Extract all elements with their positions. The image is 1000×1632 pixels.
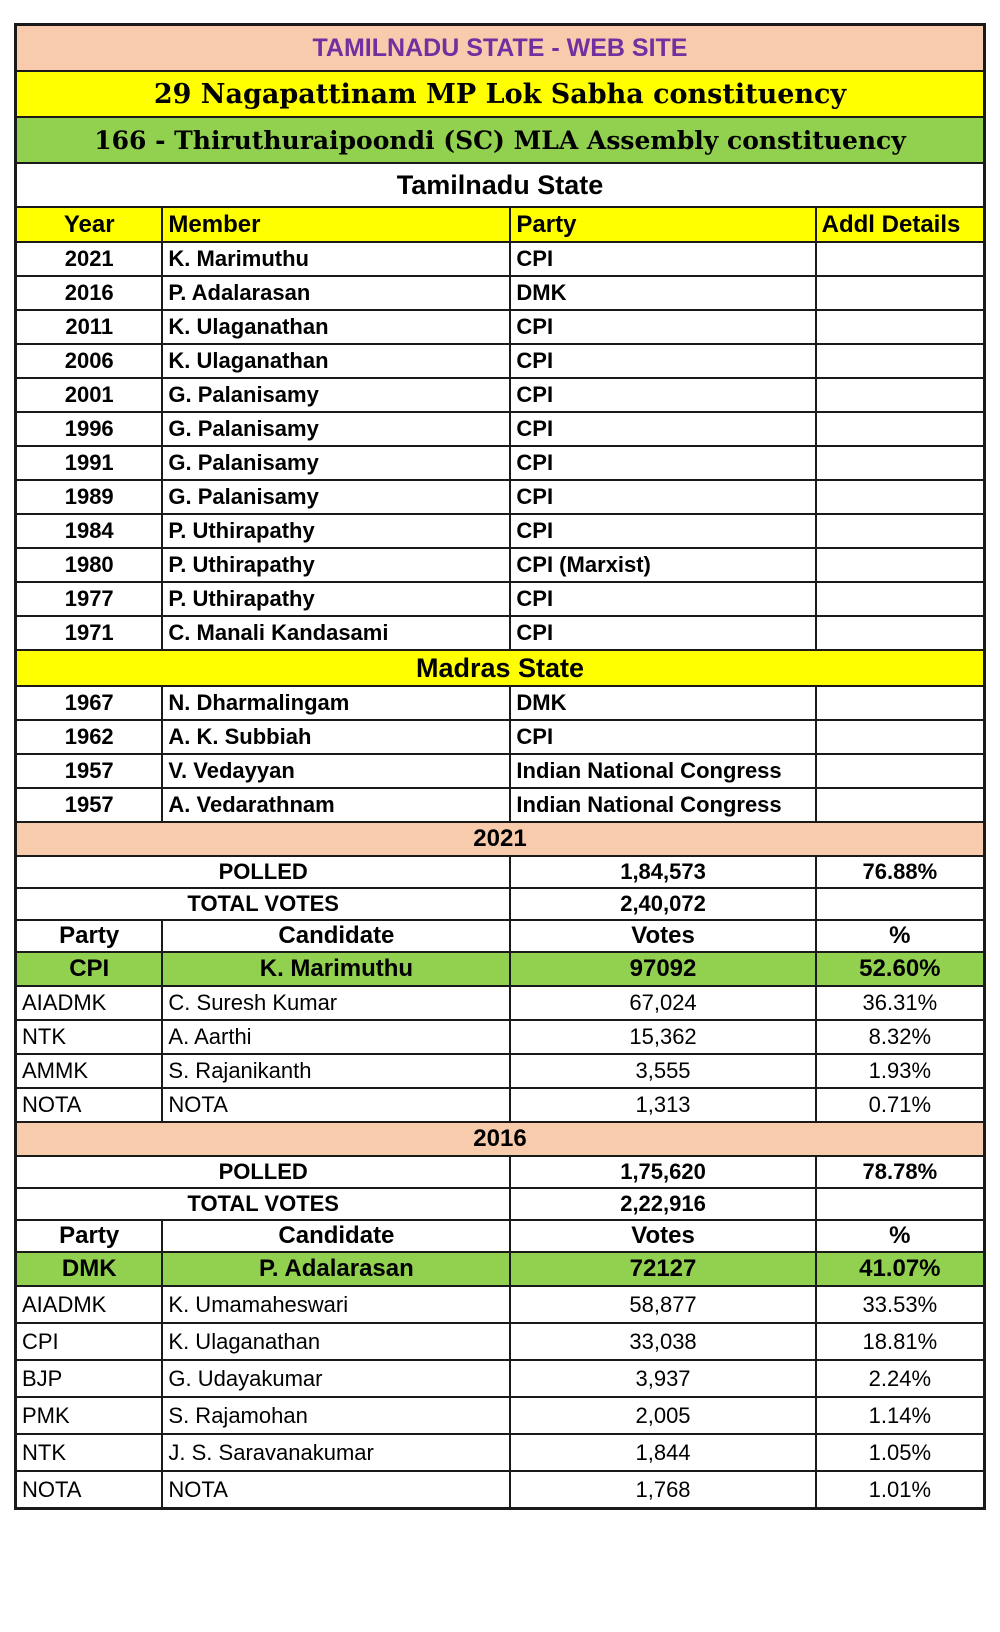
- member-row: [16, 446, 985, 480]
- member-row: [16, 720, 985, 754]
- total-votes-row: [16, 1188, 985, 1220]
- total-votes-percent: [816, 1188, 985, 1220]
- polled-value: 1,75,620: [510, 1156, 815, 1188]
- winner-percent: 52.60%: [816, 952, 985, 986]
- winner-row: [16, 1252, 985, 1286]
- candidate-percent: 2.24%: [816, 1360, 985, 1397]
- candidate-percent: 1.93%: [816, 1054, 985, 1088]
- result-year-row: [16, 822, 985, 856]
- candidate-name: J. S. Saravanakumar: [162, 1434, 510, 1471]
- total-votes-label: TOTAL VOTES: [16, 888, 511, 920]
- winner-candidate: K. Marimuthu: [162, 952, 510, 986]
- member-addl-details: [816, 242, 985, 276]
- member-year: 1977: [16, 582, 163, 616]
- candidate-row: [16, 986, 985, 1020]
- member-name: A. K. Subbiah: [162, 720, 510, 754]
- column-header-percent: %: [816, 1220, 985, 1252]
- member-party: CPI: [510, 480, 815, 514]
- member-row: [16, 616, 985, 650]
- member-name: G. Palanisamy: [162, 446, 510, 480]
- member-year: 1957: [16, 754, 163, 788]
- member-addl-details: [816, 378, 985, 412]
- member-party: CPI: [510, 616, 815, 650]
- member-row: [16, 276, 985, 310]
- candidate-votes: 15,362: [510, 1020, 815, 1054]
- member-party: CPI: [510, 582, 815, 616]
- member-name: A. Vedarathnam: [162, 788, 510, 822]
- member-year: 1996: [16, 412, 163, 446]
- member-year: 2011: [16, 310, 163, 344]
- polled-value: 1,84,573: [510, 856, 815, 888]
- member-row: [16, 788, 985, 822]
- site-title: TAMILNADU STATE - WEB SITE: [16, 25, 985, 72]
- member-addl-details: [816, 754, 985, 788]
- polled-label: POLLED: [16, 1156, 511, 1188]
- member-addl-details: [816, 480, 985, 514]
- candidate-votes: 1,768: [510, 1471, 815, 1509]
- candidate-votes: 1,844: [510, 1434, 815, 1471]
- member-addl-details: [816, 310, 985, 344]
- member-name: G. Palanisamy: [162, 480, 510, 514]
- column-header-candidate: Candidate: [162, 920, 510, 952]
- member-year: 1989: [16, 480, 163, 514]
- candidate-name: NOTA: [162, 1088, 510, 1122]
- member-name: P. Uthirapathy: [162, 514, 510, 548]
- mp-constituency-title: 29 Nagapattinam MP Lok Sabha constituency: [16, 71, 985, 117]
- member-party: CPI: [510, 720, 815, 754]
- candidate-party: AIADMK: [16, 1286, 163, 1323]
- total-votes-value: 2,40,072: [510, 888, 815, 920]
- member-year: 1971: [16, 616, 163, 650]
- candidate-percent: 1.14%: [816, 1397, 985, 1434]
- member-party: DMK: [510, 276, 815, 310]
- member-party: CPI: [510, 446, 815, 480]
- candidate-votes: 67,024: [510, 986, 815, 1020]
- column-header-candidate: Candidate: [162, 1220, 510, 1252]
- member-name: G. Palanisamy: [162, 378, 510, 412]
- winner-row: [16, 952, 985, 986]
- polled-percent: 78.78%: [816, 1156, 985, 1188]
- polled-row: [16, 856, 985, 888]
- total-votes-row: [16, 888, 985, 920]
- candidate-percent: 8.32%: [816, 1020, 985, 1054]
- candidate-row: [16, 1020, 985, 1054]
- member-party: CPI: [510, 378, 815, 412]
- member-name: G. Palanisamy: [162, 412, 510, 446]
- candidate-party: CPI: [16, 1323, 163, 1360]
- result-year-heading: 2016: [16, 1122, 985, 1156]
- member-name: V. Vedayyan: [162, 754, 510, 788]
- member-year: 2001: [16, 378, 163, 412]
- result-year-row: [16, 1122, 985, 1156]
- candidate-row: [16, 1323, 985, 1360]
- member-name: P. Adalarasan: [162, 276, 510, 310]
- member-year: 2016: [16, 276, 163, 310]
- member-addl-details: [816, 582, 985, 616]
- column-header-addl-details: Addl Details: [816, 207, 985, 242]
- candidate-percent: 1.01%: [816, 1471, 985, 1509]
- candidate-name: NOTA: [162, 1471, 510, 1509]
- member-row: [16, 480, 985, 514]
- candidate-votes: 33,038: [510, 1323, 815, 1360]
- column-header-percent: %: [816, 920, 985, 952]
- member-row: [16, 344, 985, 378]
- member-party: Indian National Congress: [510, 788, 815, 822]
- member-year: 1957: [16, 788, 163, 822]
- member-row: [16, 686, 985, 720]
- member-addl-details: [816, 446, 985, 480]
- candidate-row: [16, 1471, 985, 1509]
- total-votes-value: 2,22,916: [510, 1188, 815, 1220]
- member-name: K. Marimuthu: [162, 242, 510, 276]
- member-row: [16, 582, 985, 616]
- candidate-name: C. Suresh Kumar: [162, 986, 510, 1020]
- candidate-votes: 1,313: [510, 1088, 815, 1122]
- polled-label: POLLED: [16, 856, 511, 888]
- candidate-row: [16, 1360, 985, 1397]
- column-header-party: Party: [510, 207, 815, 242]
- total-votes-label: TOTAL VOTES: [16, 1188, 511, 1220]
- member-name: C. Manali Kandasami: [162, 616, 510, 650]
- member-addl-details: [816, 344, 985, 378]
- member-addl-details: [816, 788, 985, 822]
- member-party: CPI: [510, 310, 815, 344]
- member-party: CPI: [510, 412, 815, 446]
- member-addl-details: [816, 616, 985, 650]
- candidate-row: [16, 1054, 985, 1088]
- member-year: 1967: [16, 686, 163, 720]
- candidate-name: A. Aarthi: [162, 1020, 510, 1054]
- member-party: Indian National Congress: [510, 754, 815, 788]
- member-year: 1984: [16, 514, 163, 548]
- mla-constituency-title: 166 - Thiruthuraipoondi (SC) MLA Assembly constituency: [16, 117, 985, 163]
- member-name: P. Uthirapathy: [162, 548, 510, 582]
- member-row: [16, 242, 985, 276]
- candidate-name: S. Rajanikanth: [162, 1054, 510, 1088]
- candidate-party: NOTA: [16, 1471, 163, 1509]
- madras-state-row: [16, 650, 985, 686]
- candidate-percent: 1.05%: [816, 1434, 985, 1471]
- candidate-percent: 36.31%: [816, 986, 985, 1020]
- candidate-percent: 33.53%: [816, 1286, 985, 1323]
- member-name: N. Dharmalingam: [162, 686, 510, 720]
- result-year-heading: 2021: [16, 822, 985, 856]
- winner-votes: 97092: [510, 952, 815, 986]
- madras-state-heading: Madras State: [16, 650, 985, 686]
- column-header-party: Party: [16, 920, 163, 952]
- candidate-votes: 2,005: [510, 1397, 815, 1434]
- candidate-row: [16, 1434, 985, 1471]
- polled-percent: 76.88%: [816, 856, 985, 888]
- member-row: [16, 378, 985, 412]
- member-row: [16, 754, 985, 788]
- member-name: K. Ulaganathan: [162, 310, 510, 344]
- winner-party: DMK: [16, 1252, 163, 1286]
- member-row: [16, 514, 985, 548]
- member-party: CPI: [510, 242, 815, 276]
- candidate-party: NOTA: [16, 1088, 163, 1122]
- candidate-header-row: [16, 920, 985, 952]
- candidate-party: AIADMK: [16, 986, 163, 1020]
- candidate-row: [16, 1397, 985, 1434]
- member-year: 1991: [16, 446, 163, 480]
- candidate-name: G. Udayakumar: [162, 1360, 510, 1397]
- candidate-name: S. Rajamohan: [162, 1397, 510, 1434]
- candidate-party: NTK: [16, 1020, 163, 1054]
- member-party: CPI (Marxist): [510, 548, 815, 582]
- members-header-row: [16, 207, 985, 242]
- candidate-percent: 18.81%: [816, 1323, 985, 1360]
- member-name: K. Ulaganathan: [162, 344, 510, 378]
- member-name: P. Uthirapathy: [162, 582, 510, 616]
- candidate-percent: 0.71%: [816, 1088, 985, 1122]
- winner-percent: 41.07%: [816, 1252, 985, 1286]
- member-row: [16, 548, 985, 582]
- candidate-name: K. Ulaganathan: [162, 1323, 510, 1360]
- candidate-party: BJP: [16, 1360, 163, 1397]
- candidate-row: [16, 1286, 985, 1323]
- column-header-year: Year: [16, 207, 163, 242]
- member-addl-details: [816, 686, 985, 720]
- candidate-votes: 58,877: [510, 1286, 815, 1323]
- member-party: DMK: [510, 686, 815, 720]
- member-row: [16, 412, 985, 446]
- member-year: 2006: [16, 344, 163, 378]
- candidate-name: K. Umamaheswari: [162, 1286, 510, 1323]
- member-addl-details: [816, 514, 985, 548]
- member-year: 1980: [16, 548, 163, 582]
- member-year: 2021: [16, 242, 163, 276]
- column-header-party: Party: [16, 1220, 163, 1252]
- candidate-row: [16, 1088, 985, 1122]
- candidate-party: AMMK: [16, 1054, 163, 1088]
- member-party: CPI: [510, 514, 815, 548]
- member-addl-details: [816, 412, 985, 446]
- constituency-table: [14, 23, 986, 1510]
- winner-party: CPI: [16, 952, 163, 986]
- winner-candidate: P. Adalarasan: [162, 1252, 510, 1286]
- member-row: [16, 310, 985, 344]
- winner-votes: 72127: [510, 1252, 815, 1286]
- column-header-member: Member: [162, 207, 510, 242]
- member-addl-details: [816, 548, 985, 582]
- polled-row: [16, 1156, 985, 1188]
- member-party: CPI: [510, 344, 815, 378]
- candidate-votes: 3,937: [510, 1360, 815, 1397]
- member-addl-details: [816, 276, 985, 310]
- member-year: 1962: [16, 720, 163, 754]
- total-votes-percent: [816, 888, 985, 920]
- candidate-header-row: [16, 1220, 985, 1252]
- column-header-votes: Votes: [510, 920, 815, 952]
- member-addl-details: [816, 720, 985, 754]
- candidate-party: PMK: [16, 1397, 163, 1434]
- column-header-votes: Votes: [510, 1220, 815, 1252]
- candidate-party: NTK: [16, 1434, 163, 1471]
- tamilnadu-state-heading: Tamilnadu State: [16, 163, 985, 207]
- candidate-votes: 3,555: [510, 1054, 815, 1088]
